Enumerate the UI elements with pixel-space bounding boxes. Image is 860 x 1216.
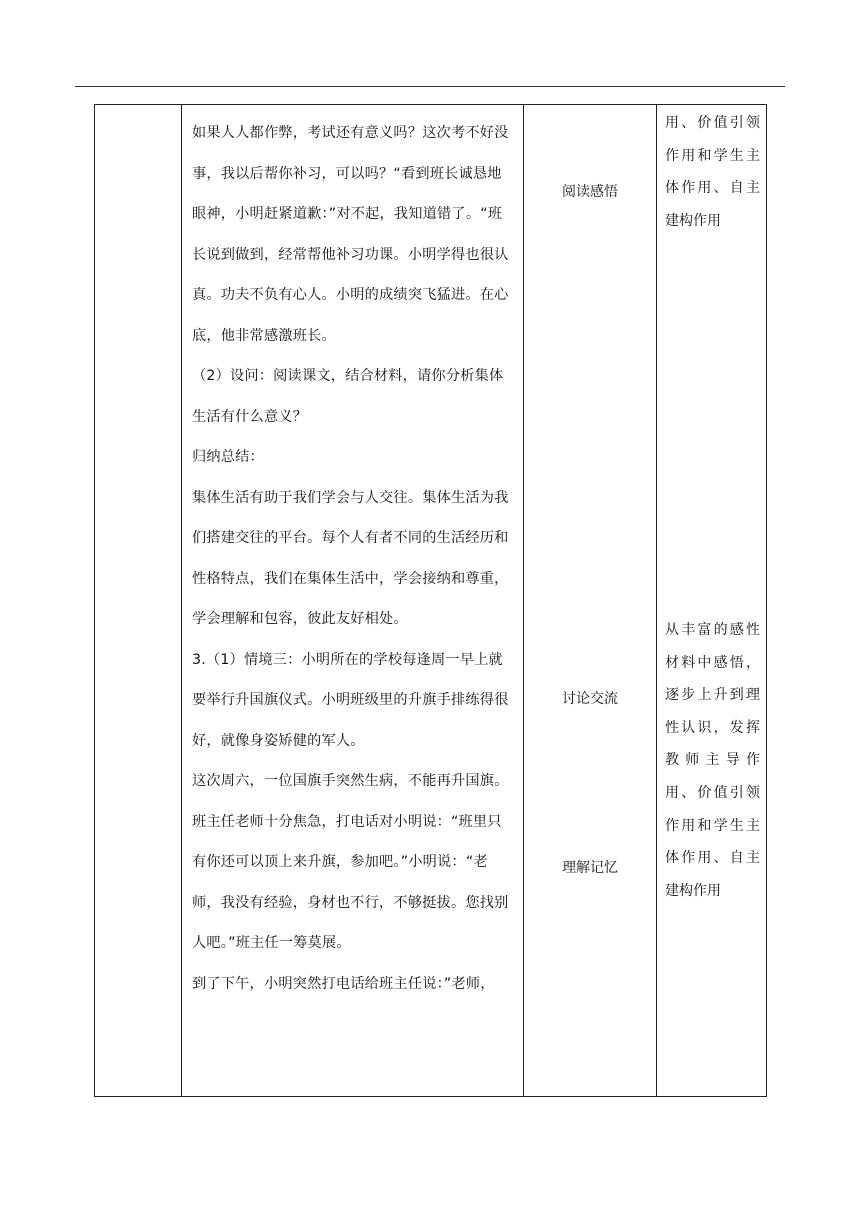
content-paragraph: 到了下午，小明突然打电话给班主任说：”老师， [192,975,495,992]
table-row [95,105,767,1097]
content-paragraph: 3.（1）情境三：小明所在的学校每逢周一早上就要举行升国旗仪式。小明班级里的升旗手排练得很好，就像身姿矫健的军人。 [192,651,509,749]
teaching-content-cell [182,105,524,1097]
method-reading: 阅读感悟 [562,184,618,200]
content-paragraph: 归纳总结： [192,449,264,465]
design-intent-text: 用、价值引领作用和学生主体作用、自主建构作用 [665,115,760,229]
method-discussion: 讨论交流 [562,691,618,707]
content-paragraph: （2）设问：阅读课文，结合材料，请你分析集体生活有什么意义？ [192,368,504,425]
method-cell [524,105,657,1097]
header-rule [75,86,785,87]
content-paragraph: 如果人人都作弊，考试还有意义吗？这次考不好没事，我以后帮你补习，可以吗？“看到班长诚恳地眼神，小明赶紧道歉：”对不起，我知道错了。“班长说到做到，经常帮他补习功课。小明学得也很认真。功夫不负有心人。小明的成绩突飞猛进。在心底，他非常感激班长。 [192,125,509,344]
design-intent-text: 从丰富的感性材料中感悟，逐步上升到理性认识，发挥教师主导作用、价值引领作用和学生主体作用、自主建构作用 [665,622,760,899]
lesson-plan-table [94,104,767,1097]
stage-cell [95,105,182,1097]
content-paragraph: 这次周六，一位国旗手突然生病，不能再升国旗。班主任老师十分焦急，打电话对小明说：“班里只有你还可以顶上来升旗，参加吧。”小明说：“老师，我没有经验，身材也不行，不够挺拔。您找别人吧。”班主任一筹莫展。 [192,773,509,951]
method-memorize: 理解记忆 [562,860,618,876]
design-intent-cell [657,105,767,1097]
content-paragraph: 集体生活有助于我们学会与人交往。集体生活为我们搭建交往的平台。每个人有者不同的生活经历和性格特点，我们在集体生活中，学会接纳和尊重，学会理解和包容，彼此友好相处。 [192,489,509,627]
